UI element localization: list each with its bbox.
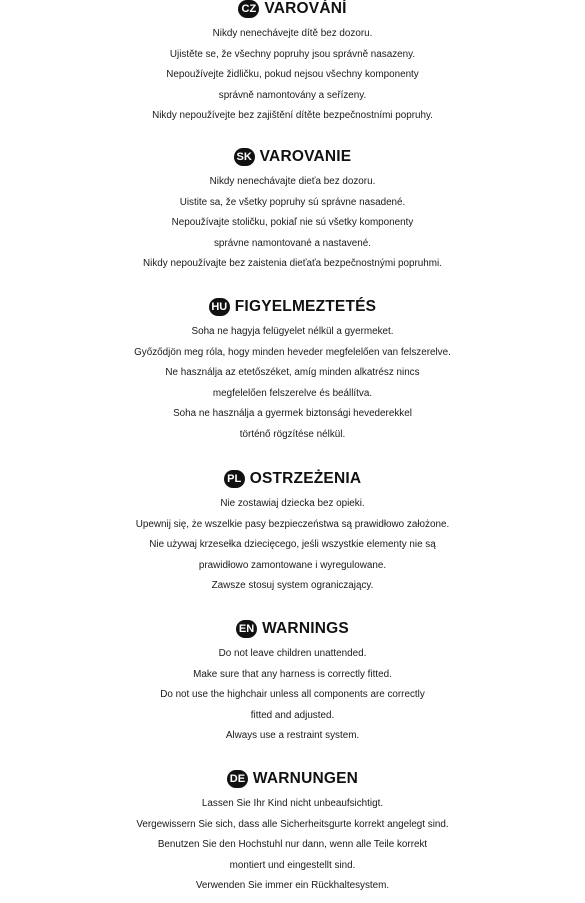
warning-line: Nikdy nenechávajte dieťa bez dozoru. [209, 176, 376, 187]
warning-line: megfelelően felszerelve és beállítva. [212, 387, 373, 399]
section-heading [0, 146, 585, 168]
section-en [0, 618, 585, 747]
warning-list [0, 494, 585, 597]
warning-line: správne namontované a nastavené. [213, 237, 371, 249]
warning-line: Always use a restraint system. [225, 730, 360, 742]
warning-line: správně namontovány a seřízeny. [218, 89, 367, 101]
language-badge-icon: DE [227, 770, 248, 788]
section-title: FIGYELMEZTETÉS [234, 298, 377, 315]
warning-line: Nie zostawiaj dziecka bez opieki. [220, 498, 365, 509]
section-de [0, 768, 585, 897]
language-badge-icon: EN [236, 620, 257, 638]
warning-line: Upewnij się, że wszelkie pasy bezpieczeństwa są prawidłowo założone. [135, 518, 450, 530]
section-title: VAROVANIE [259, 148, 352, 165]
section-heading [0, 468, 585, 490]
warning-line: történő rögzítése nélkül. [239, 428, 346, 440]
language-badge-icon: HU [209, 298, 230, 316]
language-badge-icon: SK [234, 148, 255, 166]
warning-line: fitted and adjusted. [250, 709, 335, 721]
section-title: WARNINGS [262, 620, 349, 637]
section-heading [0, 296, 585, 318]
section-title: VAROVÁNÍ [264, 0, 347, 17]
section-heading [0, 0, 585, 20]
section-heading [0, 618, 585, 640]
section-heading [0, 768, 585, 790]
warning-line: Ujistěte se, že všechny popruhy jsou správně nasazeny. [169, 48, 416, 60]
warning-line: Uistite sa, že všetky popruhy sú správne nasadené. [179, 196, 406, 208]
warning-list [0, 644, 585, 747]
warning-line: Nikdy nepoužívejte bez zajištění dítěte bezpečnostními popruhy. [152, 110, 433, 122]
warning-line: Nepoužívajte stoličku, pokiaľ nie sú všetky komponenty [171, 217, 414, 229]
warning-line: Nikdy nenechávejte dítě bez dozoru. [212, 28, 373, 39]
warning-line: Benutzen Sie den Hochstuhl nur dann, wenn alle Teile korrekt [157, 839, 428, 851]
warning-line: Do not use the highchair unless all components are correctly [160, 689, 425, 701]
language-badge-icon: PL [224, 470, 245, 488]
warning-line: Győződjön meg róla, hogy minden heveder megfelelően van felszerelve. [134, 346, 451, 358]
section-cz [0, 0, 585, 127]
language-badge-icon: CZ [238, 0, 259, 18]
warning-list [0, 794, 585, 897]
warning-line: Nikdy nepoužívajte bez zaistenia dieťaťa bezpečnostnými popruhmi. [143, 258, 442, 270]
warning-line: Soha ne használja a gyermek biztonsági hevederekkel [173, 408, 412, 420]
warning-line: Zawsze stosuj system ograniczający. [211, 580, 374, 592]
warning-line: Ne használja az etetőszéket, amíg minden alkatrész nincs [165, 367, 420, 379]
warning-line: Do not leave children unattended. [218, 648, 367, 659]
warning-list [0, 322, 585, 446]
warning-line: montiert und eingestellt sind. [229, 859, 356, 871]
warning-line: Verwenden Sie immer ein Rückhaltesystem. [195, 880, 390, 892]
warning-line: Lassen Sie Ihr Kind nicht unbeaufsichtigt. [201, 798, 384, 809]
warning-line: Make sure that any harness is correctly fitted. [193, 668, 392, 680]
warning-list [0, 24, 585, 127]
warning-line: Nepoužívejte židličku, pokud nejsou všechny komponenty [166, 69, 419, 81]
section-sk [0, 146, 585, 275]
warning-list [0, 172, 585, 275]
section-pl [0, 468, 585, 597]
section-title: OSTRZEŻENIA [249, 470, 362, 487]
section-title: WARNUNGEN [252, 770, 359, 787]
warning-line: Soha ne hagyja felügyelet nélkül a gyermeket. [191, 326, 394, 337]
warning-line: Nie używaj krzesełka dziecięcego, jeśli wszystkie elementy nie są [149, 539, 436, 551]
section-hu [0, 296, 585, 446]
warning-line: Vergewissern Sie sich, dass alle Sicherheitsgurte korrekt angelegt sind. [136, 818, 449, 830]
warning-line: prawidłowo zamontowane i wyregulowane. [198, 559, 387, 571]
